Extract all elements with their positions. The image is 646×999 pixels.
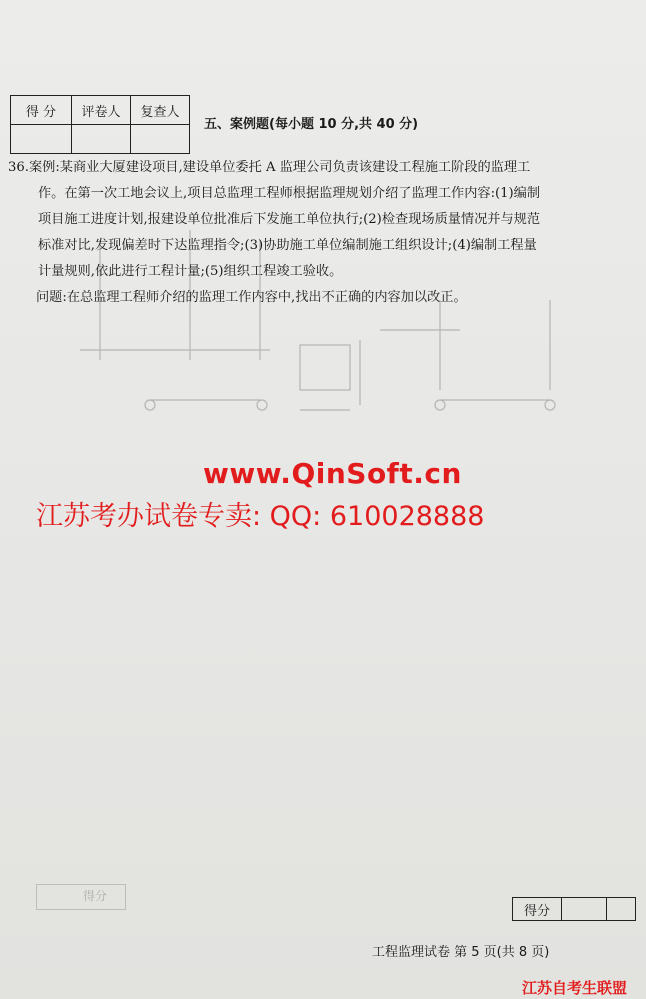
question-36 <box>8 155 608 311</box>
reviewer-cell[interactable] <box>131 125 190 154</box>
bleed-through-score-box <box>36 884 126 910</box>
page-footer: 工程监理试卷 第 5 页(共 8 页) <box>372 945 550 960</box>
question-line: 计量规则,依此进行工程计量;(5)组织工程竣工验收。 <box>38 264 343 279</box>
watermark-sale: 江苏考办试卷专卖: QQ: 610028888 <box>36 501 485 532</box>
grader-header: 评卷人 <box>72 96 131 125</box>
bleed-through-score-label: 得分 <box>83 889 108 903</box>
corner-stamp: 江苏自考生联盟 <box>522 979 628 997</box>
score-box-extra <box>607 898 636 921</box>
score-box-label: 得分 <box>513 898 562 921</box>
grader-cell[interactable] <box>72 125 131 154</box>
section-title: 五、案例题(每小题 10 分,共 40 分) <box>204 117 419 132</box>
score-cell[interactable] <box>11 125 72 154</box>
watermark-url: www.QinSoft.cn <box>203 457 462 490</box>
score-box <box>512 897 636 921</box>
question-line: 作。在第一次工地会议上,项目总监理工程师根据监理规划介绍了监理工作内容:(1)编制 <box>38 186 541 201</box>
reviewer-header: 复查人 <box>131 96 190 125</box>
question-line: 项目施工进度计划,报建设单位批准后下发施工单位执行;(2)检查现场质量情况并与规范 <box>38 212 541 227</box>
question-line: 36.案例:某商业大厦建设项目,建设单位委托 A 监理公司负责该建设工程施工阶段的监理工 <box>8 160 531 175</box>
score-box-field[interactable] <box>562 898 607 921</box>
score-header: 得 分 <box>11 96 72 125</box>
grader-table <box>10 95 190 154</box>
question-prompt: 问题:在总监理工程师介绍的监理工作内容中,找出不正确的内容加以改正。 <box>36 290 467 305</box>
question-line: 标准对比,发现偏差时下达监理指令;(3)协助施工单位编制施工组织设计;(4)编制工程量 <box>38 238 537 253</box>
